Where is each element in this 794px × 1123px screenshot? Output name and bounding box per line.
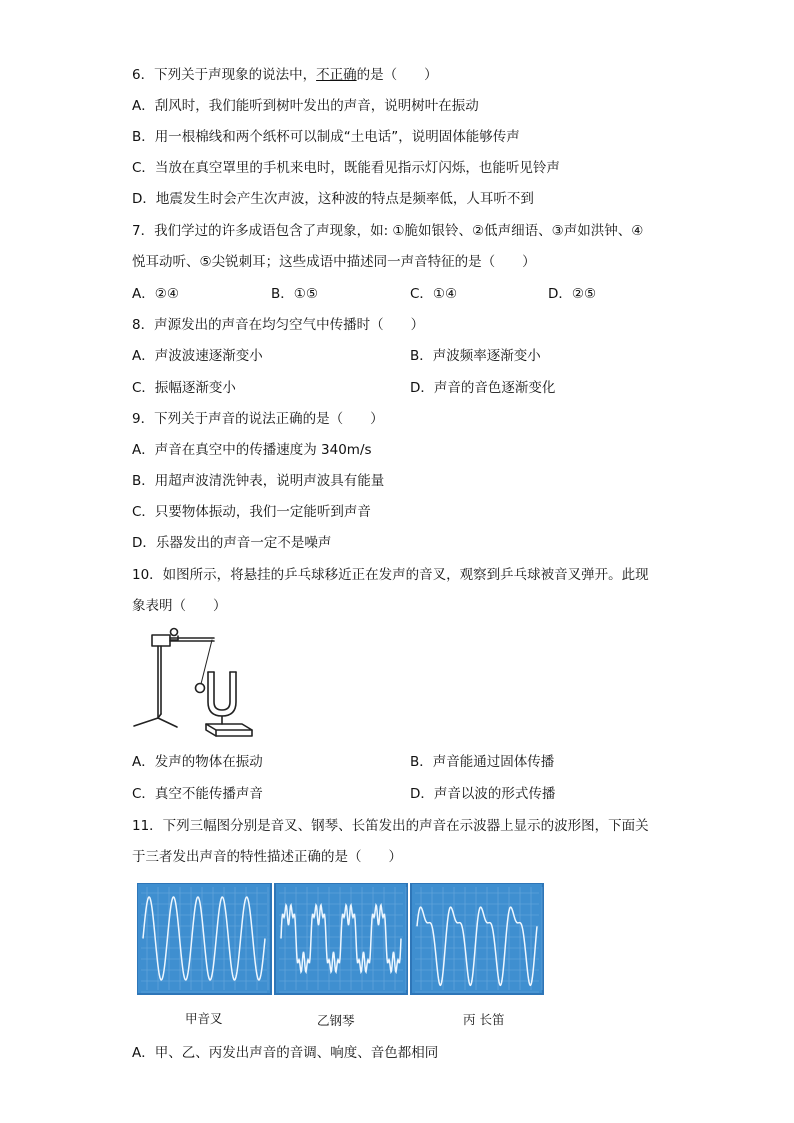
string — [201, 640, 212, 684]
q10-option-b: B．声音能通过固体传播 — [410, 754, 555, 770]
q11-stem-line2: 于三者发出声音的特性描述正确的是（ ） — [132, 849, 402, 865]
caption-piano: 乙钢琴 — [317, 1013, 355, 1028]
q9-option-c: C．只要物体振动，我们一定能听到声音 — [132, 504, 371, 520]
q10-option-a: A．发声的物体在振动 — [132, 754, 263, 770]
q8-option-b: B．声波频率逐渐变小 — [410, 348, 541, 364]
resonance-box-top — [206, 724, 252, 730]
q7-option-d: D．②⑤ — [548, 286, 597, 302]
q8-option-a: A．声波波速逐渐变小 — [132, 348, 263, 364]
q6-stem-prefix: 6．下列关于声现象的说法中， — [132, 67, 317, 83]
pingpong-ball — [196, 684, 205, 693]
q8-stem: 8．声源发出的声音在均匀空气中传播时（ ） — [132, 317, 425, 333]
stand-base — [134, 718, 177, 727]
caption-flute: 丙 长笛 — [463, 1012, 505, 1027]
q6-stem-suffix: 的是（ ） — [356, 67, 438, 83]
tuning-fork-pingpong-figure — [130, 626, 265, 738]
q6-option-d: D．地震发生时会产生次声波，这种波的特点是频率低，人耳听不到 — [132, 191, 534, 207]
q9-option-a: A．声音在真空中的传播速度为 340m/s — [132, 442, 372, 458]
q11-stem-line1: 11．下列三幅图分别是音叉、钢琴、长笛发出的声音在示波器上显示的波形图，下面关 — [132, 818, 649, 834]
scope-piano — [275, 883, 407, 994]
scope-flute — [411, 883, 543, 994]
q10-stem-line2: 象表明（ ） — [132, 598, 227, 614]
q8-option-d: D．声音的音色逐渐变化 — [410, 380, 556, 396]
q10-option-c: C．真空不能传播声音 — [132, 786, 263, 802]
q9-stem: 9．下列关于声音的说法正确的是（ ） — [132, 411, 384, 427]
q7-stem-line1: 7．我们学过的许多成语包含了声现象，如: ①脆如银铃、②低声细语、③声如洪钟、④ — [132, 223, 644, 239]
q10-option-d: D．声音以波的形式传播 — [410, 786, 556, 802]
q6-stem — [132, 66, 438, 84]
oscilloscope-waveforms-figure — [137, 883, 545, 995]
q10-stem-line1: 10．如图所示，将悬挂的乒乓球移近正在发声的音叉，观察到乒乓球被音叉弹开。此现 — [132, 567, 649, 583]
q9-option-d: D．乐器发出的声音一定不是噪声 — [132, 535, 332, 551]
q7-option-b: B．①⑤ — [271, 286, 318, 302]
scope-tuning-fork — [137, 883, 271, 994]
stand-clamp — [152, 635, 170, 646]
q6-option-c: C．当放在真空罩里的手机来电时，既能看见指示灯闪烁，也能听见铃声 — [132, 160, 560, 176]
q11-option-a: A．甲、乙、丙发出声音的音调、响度、音色都相同 — [132, 1045, 439, 1061]
caption-tuning-fork: 甲音叉 — [185, 1011, 223, 1026]
q6-option-a: A．刮风时，我们能听到树叶发出的声音，说明树叶在振动 — [132, 98, 479, 114]
q9-option-b: B．用超声波清洗钟表，说明声波具有能量 — [132, 473, 385, 489]
q6-option-b: B．用一根棉线和两个纸杯可以制成“土电话”，说明固体能够传声 — [132, 129, 520, 145]
tuning-fork-inner — [214, 672, 230, 710]
q6-stem-emphasis: 不正确 — [316, 67, 357, 83]
q8-option-c: C．振幅逐渐变小 — [132, 380, 236, 396]
scope-panel-c — [411, 883, 543, 994]
q7-option-c: C．①④ — [410, 286, 458, 302]
q7-option-a: A．②④ — [132, 286, 179, 302]
clamp-knob — [171, 629, 178, 636]
q7-stem-line2: 悦耳动听、⑤尖锐刺耳；这些成语中描述同一声音特征的是（ ） — [132, 254, 536, 270]
